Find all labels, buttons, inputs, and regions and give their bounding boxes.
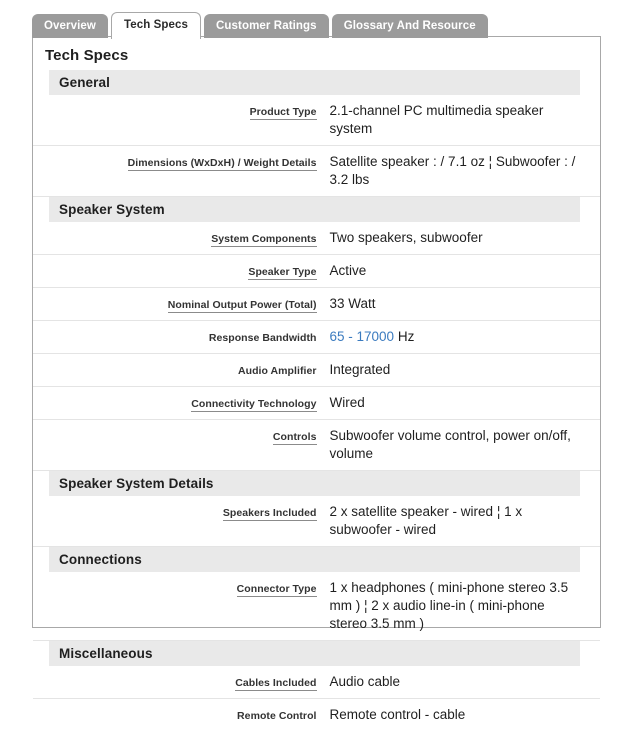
spec-label-system-components[interactable]: System Components [211, 233, 316, 247]
spec-label-cell [33, 146, 317, 197]
page-title: Tech Specs [45, 47, 600, 64]
table-row [33, 354, 600, 387]
spec-value-cell [317, 496, 601, 547]
spec-label-cell [33, 699, 317, 731]
tab-overview[interactable]: Overview [32, 14, 108, 38]
table-row [33, 387, 600, 420]
tab-bar [32, 10, 488, 38]
spec-value-controls: Subwoofer volume control, power on/off, volume [330, 428, 571, 461]
spec-value-cell [317, 288, 601, 321]
spec-label-speaker-type[interactable]: Speaker Type [248, 266, 316, 280]
spec-label-remote-control: Remote Control [237, 710, 316, 722]
spec-label-nominal-output-power-total[interactable]: Nominal Output Power (Total) [168, 299, 317, 313]
spec-value-speakers-included: 2 x satellite speaker - wired ¦ 1 x subwoofer - wired [330, 504, 523, 537]
tab-customer-ratings[interactable]: Customer Ratings [204, 14, 329, 38]
section-heading-speaker-system-details: Speaker System Details [49, 471, 580, 496]
spec-label-cell [33, 387, 317, 420]
section-header-row [33, 547, 600, 573]
spec-label-cables-included[interactable]: Cables Included [235, 677, 316, 691]
spec-value-audio-amplifier: Integrated [330, 362, 391, 377]
spec-value-cell [317, 95, 601, 146]
spec-label-cell [33, 95, 317, 146]
section-header-row [33, 471, 600, 497]
spec-label-cell [33, 321, 317, 354]
spec-label-cell [33, 255, 317, 288]
tab-tech-specs[interactable]: Tech Specs [111, 12, 201, 39]
spec-value-cell [317, 572, 601, 641]
spec-value-connectivity-technology: Wired [330, 395, 365, 410]
spec-label-cell [33, 496, 317, 547]
spec-label-cell [33, 572, 317, 641]
spec-label-controls[interactable]: Controls [273, 431, 317, 445]
section-header-cell [33, 641, 600, 667]
table-row [33, 255, 600, 288]
spec-value-system-components: Two speakers, subwoofer [330, 230, 483, 245]
spec-label-cell [33, 666, 317, 699]
section-header-row [33, 197, 600, 223]
table-row [33, 321, 600, 354]
spec-table [33, 70, 600, 731]
table-row [33, 420, 600, 471]
table-row [33, 222, 600, 255]
section-header-cell [33, 70, 600, 95]
section-header-cell [33, 471, 600, 497]
spec-value-dimensions-wxdxh-weight-details: Satellite speaker : / 7.1 oz ¦ Subwoofer : / 3.2 lbs [330, 154, 576, 187]
spec-value-remote-control: Remote control - cable [330, 707, 466, 722]
tech-specs-panel [32, 36, 601, 628]
spec-value-cell [317, 666, 601, 699]
spec-label-connector-type[interactable]: Connector Type [237, 583, 317, 597]
spec-label-connectivity-technology[interactable]: Connectivity Technology [191, 398, 316, 412]
table-row [33, 95, 600, 146]
spec-value-cell [317, 255, 601, 288]
table-row [33, 146, 600, 197]
section-heading-speaker-system: Speaker System [49, 197, 580, 222]
spec-value-suffix-response-bandwidth: Hz [394, 329, 414, 344]
spec-label-cell [33, 288, 317, 321]
spec-label-cell [33, 222, 317, 255]
spec-label-product-type[interactable]: Product Type [250, 106, 317, 120]
spec-label-cell [33, 354, 317, 387]
spec-value-speaker-type: Active [330, 263, 367, 278]
section-header-row [33, 641, 600, 667]
spec-value-cell [317, 146, 601, 197]
spec-value-cell [317, 420, 601, 471]
section-header-cell [33, 197, 600, 223]
table-row [33, 496, 600, 547]
spec-value-link-response-bandwidth[interactable]: 65 - 17000 [330, 329, 395, 344]
spec-value-product-type: 2.1-channel PC multimedia speaker system [330, 103, 544, 136]
spec-value-cell [317, 222, 601, 255]
section-heading-connections: Connections [49, 547, 580, 572]
spec-value-cell [317, 354, 601, 387]
spec-value-cell [317, 387, 601, 420]
spec-label-cell [33, 420, 317, 471]
table-row [33, 699, 600, 731]
table-row [33, 572, 600, 641]
tab-glossary-and-resource[interactable]: Glossary And Resource [332, 14, 488, 38]
section-heading-general: General [49, 70, 580, 95]
spec-label-dimensions-wxdxh-weight-details[interactable]: Dimensions (WxDxH) / Weight Details [128, 157, 317, 171]
section-header-cell [33, 547, 600, 573]
section-heading-miscellaneous: Miscellaneous [49, 641, 580, 666]
spec-value-cell [317, 321, 601, 354]
table-row [33, 666, 600, 699]
spec-label-response-bandwidth: Response Bandwidth [209, 332, 317, 344]
section-header-row [33, 70, 600, 95]
spec-value-connector-type: 1 x headphones ( mini-phone stereo 3.5 mm ) ¦ 2 x audio line-in ( mini-phone stereo 3.5 mm ) [330, 580, 569, 631]
spec-label-speakers-included[interactable]: Speakers Included [223, 507, 317, 521]
spec-value-cables-included: Audio cable [330, 674, 401, 689]
spec-label-audio-amplifier: Audio Amplifier [238, 365, 317, 377]
table-row [33, 288, 600, 321]
spec-value-response-bandwidth [330, 329, 415, 344]
spec-value-nominal-output-power-total: 33 Watt [330, 296, 376, 311]
spec-value-cell [317, 699, 601, 731]
